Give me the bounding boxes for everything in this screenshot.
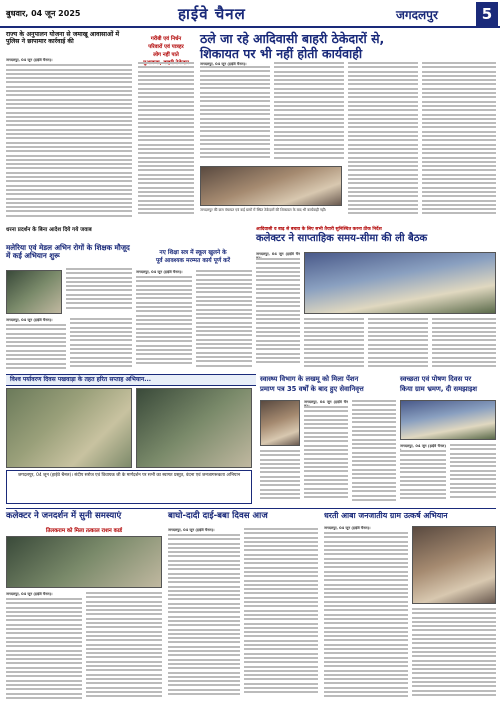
- health-photo: [260, 400, 300, 446]
- masthead: [0, 0, 500, 28]
- janadarshan-body-2: [86, 592, 162, 704]
- left-top-dateline: जगदलपुर, 04 जून (हाईवे चैनल)।: [6, 58, 53, 62]
- cleanliness-body-1: [400, 450, 446, 504]
- main-body-col-1: [200, 66, 270, 164]
- health-body-3: [260, 450, 300, 504]
- edition-city: जगदलपुर: [396, 8, 438, 22]
- collector-meeting-col-2: [304, 318, 364, 372]
- school-dateline: जगदलपुर, 04 जून (हाईवे चैनल)।: [136, 270, 183, 274]
- section-divider: [6, 508, 496, 509]
- school-headline-line-2: पूर्व आवश्यक मरम्मत कार्य पूर्ण करें: [156, 258, 230, 264]
- tribal-body-1: [324, 532, 408, 704]
- environment-photo-2: [136, 388, 252, 468]
- page-number: 5: [476, 2, 498, 26]
- main-body-col-4: [422, 62, 496, 224]
- cleanliness-photo: [400, 400, 496, 440]
- environment-banner-text: विश्व पर्यावरण दिवस पखवाड़ा के तहत हरित सप्ताह अभियान...: [10, 376, 152, 383]
- left-mid-side-text: [66, 268, 132, 314]
- main-story-photo: [200, 166, 342, 206]
- pull-quote-line-2: परिवारों एवं पात्रहर: [148, 44, 184, 50]
- collector-meeting-col-3: [368, 318, 428, 372]
- baba-dateline: जगदलपुर, 04 जून (हाईवे चैनल)।: [168, 528, 215, 532]
- mini-photo-caption-box: [6, 470, 252, 504]
- school-headline-line-1: नए शिक्षा सत्र में स्कूल खुलने के: [159, 250, 227, 256]
- collector-meeting-kicker: आदिवासी व बाढ़ से बचाव के लिए सभी तैयारी सुनिश्चित करना ठीक निर्देश: [256, 227, 382, 232]
- environment-banner: [6, 374, 256, 386]
- paper-name: हाईवे चैनल: [178, 5, 246, 23]
- left-top-body: [6, 58, 132, 224]
- left-mid-dateline: जगदलपुर, 04 जून (हाईवे चैनल)।: [6, 318, 53, 322]
- main-headline-line-1: ठले जा रहे आदिवासी बाहरी ठेकेदारों से,: [200, 31, 385, 46]
- cleanliness-headline-line-1: स्वच्छता एवं पोषण दिवस पर: [400, 375, 472, 383]
- dharna-headline: धरना प्रदर्शन के बिना आदेश दिये गये जवाब: [6, 227, 92, 233]
- janadarshan-body-1: [6, 598, 82, 704]
- collector-meeting-photo: [304, 252, 496, 314]
- pull-quote-line-1: गरीबी एवं निर्धन: [150, 36, 182, 42]
- janadarshan-photo: [6, 536, 162, 588]
- collector-meeting-dateline: जगदलपुर, 04 जून (हाईवे चैन: [256, 252, 300, 256]
- main-body-col-3: [348, 62, 418, 224]
- left-mid-photo: [6, 270, 62, 314]
- left-mid-body-2: [70, 318, 132, 372]
- janadarshan-dateline: जगदलपुर, 04 जून (हाईवे चैनल)।: [6, 592, 53, 596]
- collector-meeting-col-1: [256, 258, 300, 372]
- left-top-headline: राज्य के अनुपालन योजना से जमाखू आवासाओं में पुलिस ने छापामार कार्रवाई की: [6, 31, 120, 45]
- health-headline-line-1: स्वास्थ्य विभाग के लखमू को मिला पेंशन: [260, 375, 359, 383]
- left-mid-body-1: [6, 324, 66, 372]
- issue-date: बुधवार, 04 जून 2025: [6, 9, 81, 18]
- health-dateline: जगदलपुर, 04 जून (हाईवे चैन: [304, 400, 348, 404]
- cleanliness-body-2: [450, 444, 496, 504]
- cleanliness-dateline: जगदलपुर, 04 जून (हाईवे चैनल): [400, 444, 446, 448]
- main-headline-line-2: शिकायत पर भी नहीं होती कार्यवाही: [200, 46, 363, 61]
- health-body-1: [304, 406, 348, 504]
- janadarshan-subheadline: तिलकराम को मिला तत्काल राशन कार्ड: [45, 528, 123, 534]
- tribal-headline: धरती आबा जनजातीय ग्राम उत्कर्ष अभियान: [324, 511, 448, 520]
- baba-body-2: [244, 528, 318, 704]
- school-body-1: [136, 276, 192, 372]
- pull-quote-body: [138, 62, 194, 222]
- left-mid-headline: मलेरिया एवं मेडल अभिन रोगों के शिक्षक मौजूद में कई अभियान शुरू: [6, 243, 130, 260]
- health-headline-line-2: प्रमाण पत्र 35 वर्षों के बाद हुए सेवानिवृत्त: [260, 385, 364, 393]
- tribal-dateline: जगदलपुर, 04 जून (हाईवे चैनल)।: [324, 526, 371, 530]
- main-dateline: जगदलपुर, 04 जून (हाईवे चैनल)।: [200, 62, 247, 66]
- environment-photo: [6, 388, 132, 468]
- collector-meeting-headline: कलेक्टर ने साप्ताहिक समय-सीमा की ली बैठक: [256, 233, 428, 244]
- cleanliness-headline-line-2: किया ग्राम भ्रमण, दी समझाइश: [400, 385, 478, 393]
- mini-photo-caption: जगदलपुर, 04 जून (हाईवे चैनल)। संदीप सरोज एवं विधायक जी के मार्गदर्शन पर सभी का स्वागत प्रस्तुत, वंदना एवं जनजागरूकता अभियान: [17, 473, 241, 478]
- tribal-body-2: [412, 608, 496, 704]
- baba-body-1: [168, 534, 240, 704]
- tribal-photo: [412, 526, 496, 604]
- main-body-col-2: [274, 62, 344, 164]
- pull-quote-line-3: लोग नहीं पाते: [153, 52, 179, 58]
- baba-headline: बाघो-दादी दाई-बबा दिवस आज: [168, 511, 268, 521]
- school-body-2: [196, 270, 252, 372]
- health-body-2: [352, 400, 396, 504]
- janadarshan-headline: कलेक्टर ने जनदर्शन में सुनी समस्याएं: [6, 511, 122, 521]
- collector-meeting-col-4: [432, 318, 496, 372]
- main-photo-caption: जगदलपुर की ग्राम पंचायत एवं कई ग्रामों में स्थित ठेकेदारों की शिकायत के बाद भी कार्यवाही नहीं।: [200, 208, 327, 212]
